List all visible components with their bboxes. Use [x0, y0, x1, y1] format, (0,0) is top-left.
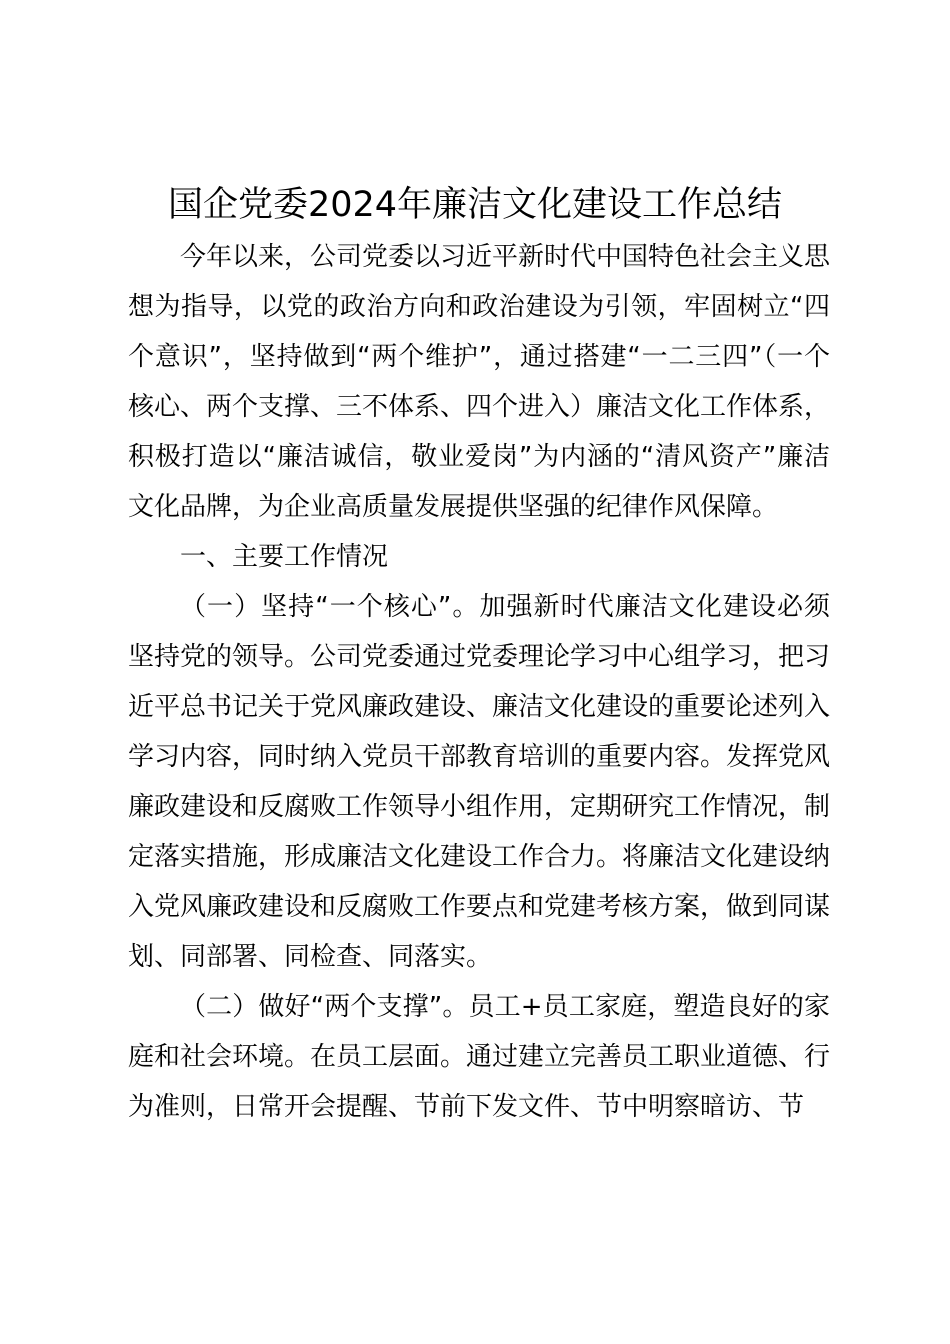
document-body [128, 232, 830, 1132]
body-paragraph: （一）坚持“一个核心”。加强新时代廉洁文化建设必须坚持党的领导。公司党委通过党委理论学习中心组学习，把习近平总书记关于党风廉政建设、廉洁文化建设的重要论述列入学习内容，同时纳入党员干部教育培训的重要内容。发挥党风廉政建设和反腐败工作领导小组作用，定期研究工作情况，制定落实措施，形成廉洁文化建设工作合力。将廉洁文化建设纳入党风廉政建设和反腐败工作要点和党建考核方案，做到同谋划、同部署、同检查、同落实。 [128, 592, 831, 972]
intro-paragraph: 今年以来，公司党委以习近平新时代中国特色社会主义思想为指导，以党的政治方向和政治建设为引领，牢固树立“四个意识”，坚持做到“两个维护”，通过搭建“一二三四”（一个核心、两个支撑、三不体系、四个进入）廉洁文化工作体系，积极打造以“廉洁诚信，敬业爱岗”为内涵的“清风资产”廉洁文化品牌，为企业高质量发展提供坚强的纪律作风保障。 [128, 242, 831, 522]
body-paragraph: （二）做好“两个支撑”。员工+员工家庭，塑造良好的家庭和社会环境。在员工层面。通过建立完善员工职业道德、行为准则，日常开会提醒、节前下发文件、节中明察暗访、节 [128, 992, 831, 1122]
document-title: 国企党委2024年廉洁文化建设工作总结 [167, 185, 783, 225]
section-heading: 一、主要工作情况 [180, 542, 389, 572]
